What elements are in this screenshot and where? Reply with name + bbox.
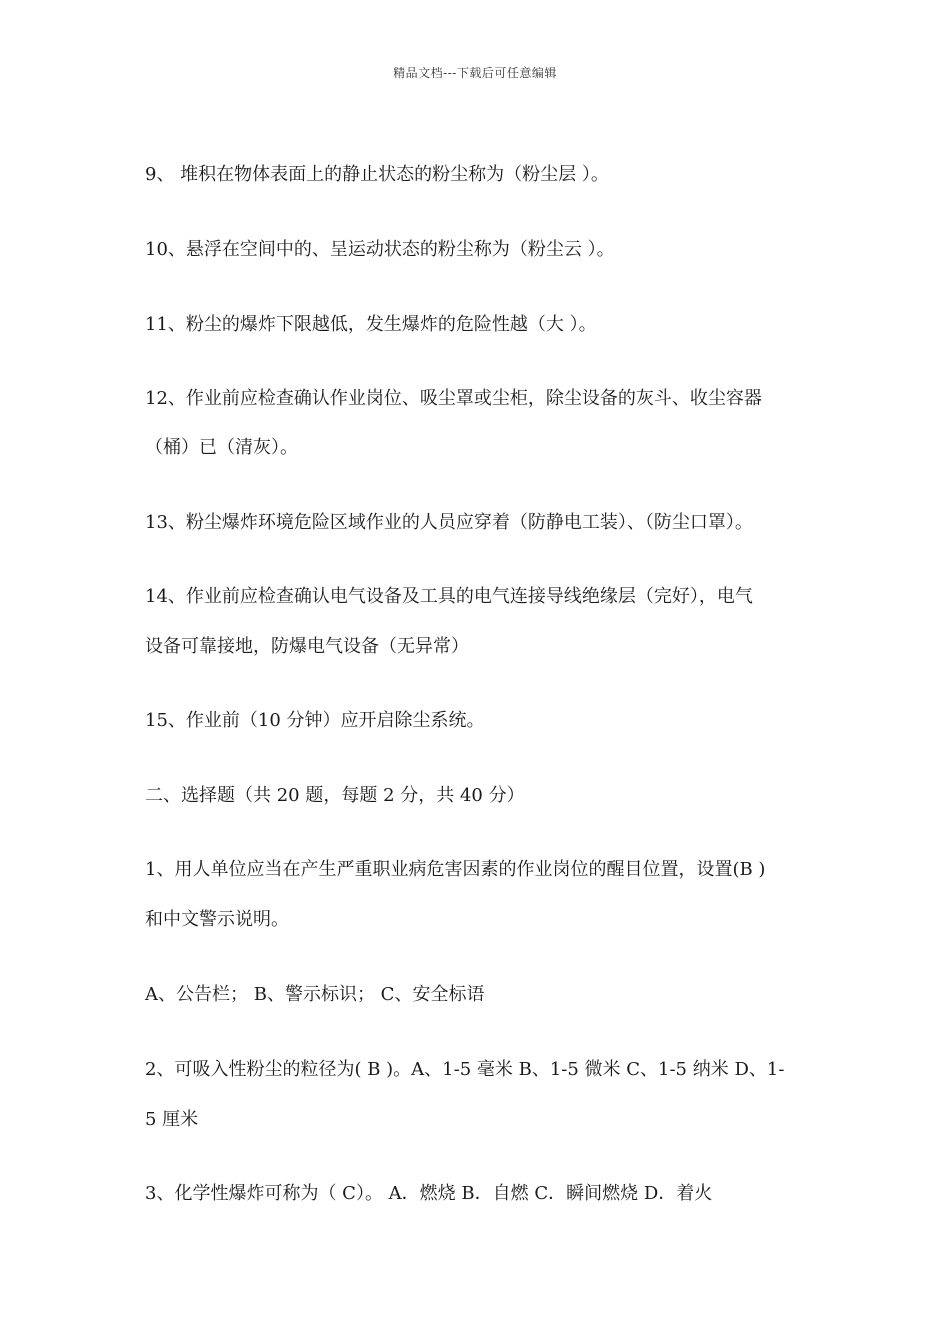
- text-line-mc2: 2、可吸入性粉尘的粒径为( B )。A、1-5 毫米 B、1-5 微米 C、1-5 纳米 D、1-: [145, 1059, 785, 1080]
- text-line-q12-cont: （桶）已（清灰）。: [145, 437, 298, 458]
- text-line-mc1-options: A、公告栏； B、警示标识； C、安全标语: [145, 984, 485, 1005]
- section-heading: 二、选择题（共 20 题，每题 2 分，共 40 分）: [145, 785, 525, 806]
- text-line-mc1: 1、用人单位应当在产生严重职业病危害因素的作业岗位的醒目位置，设置(B ): [145, 859, 766, 880]
- page-header: 精品文档---下载后可任意编辑: [393, 66, 557, 80]
- text-line-q13: 13、粉尘爆炸环境危险区域作业的人员应穿着（防静电工装）、（防尘口罩）。: [145, 512, 753, 533]
- text-line-q11: 11、粉尘的爆炸下限越低，发生爆炸的危险性越（大 ）。: [145, 314, 597, 335]
- text-line-mc2-cont: 5 厘米: [145, 1109, 199, 1130]
- text-line-mc3: 3、化学性爆炸可称为（ C）。 A．燃烧 B．自燃 C．瞬间燃烧 D．着火: [145, 1183, 713, 1204]
- text-line-q14: 14、作业前应检查确认电气设备及工具的电气连接导线绝缘层（完好），电气: [145, 586, 753, 607]
- text-line-q14-cont: 设备可靠接地，防爆电气设备（无异常）: [145, 636, 469, 657]
- text-line-q10: 10、悬浮在空间中的、呈运动状态的粉尘称为（粉尘云 ）。: [145, 239, 615, 260]
- text-line-q15: 15、作业前（10 分钟）应开启除尘系统。: [145, 710, 485, 731]
- text-line-q9: 9、 堆积在物体表面上的静止状态的粉尘称为（粉尘层 ）。: [145, 164, 609, 185]
- text-line-q12: 12、作业前应检查确认作业岗位、吸尘罩或尘柜，除尘设备的灰斗、收尘容器: [145, 388, 762, 409]
- text-line-mc1-cont: 和中文警示说明。: [145, 909, 289, 930]
